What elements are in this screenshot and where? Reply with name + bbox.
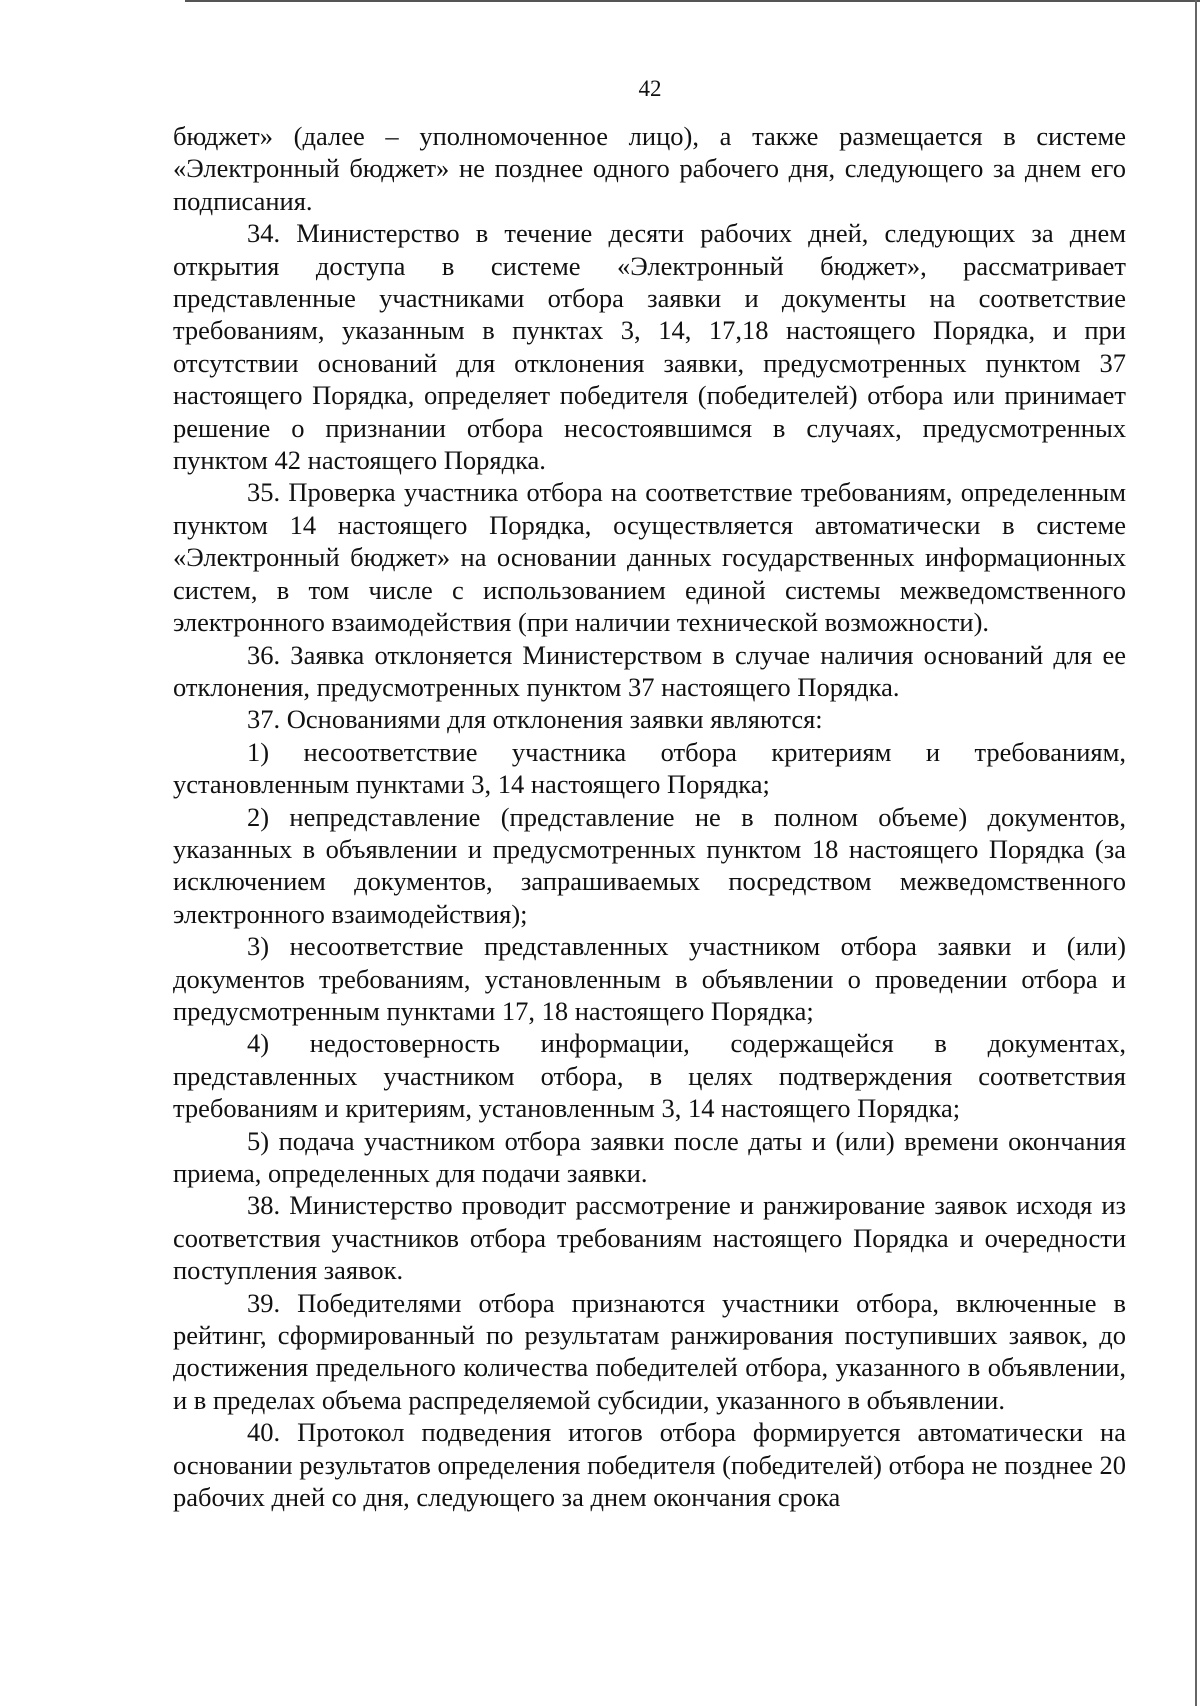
list-item-2: 2) непредставление (представление не в полном объеме) документов, указанных в объявлении и предусмотренных пунктом 18 настоящего Порядка (за исключением документов, запрашиваемых посредством межведомственного электронного взаимодействия); [173,801,1126,929]
paragraph-40: 40. Протокол подведения итогов отбора формируется автоматически на основании результатов определения победителя (победителей) отбора не позднее 20 рабочих дней со дня, следующего за днем окончания срока [173,1417,1126,1513]
document-body [173,120,1126,1513]
list-item-3: 3) несоответствие представленных участником отбора заявки и (или) документов требованиям, установленным в объявлении о проведении отбора и предусмотренным пунктами 17, 18 настоящего Порядка; [173,931,1126,1026]
list-item-5: 5) подача участником отбора заявки после даты и (или) времени окончания приема, определенных для подачи заявки. [173,1125,1126,1188]
paragraph-37: 37. Основаниями для отклонения заявки являются: [247,704,823,735]
paragraph-38: 38. Министерство проводит рассмотрение и ранжирование заявок исходя из соответствия участников отбора требованиям настоящего Порядка и очередности поступления заявок. [173,1190,1126,1286]
scan-edge-top [185,0,1200,2]
scan-edge-right [1195,0,1197,1706]
paragraph-34: 34. Министерство в течение десяти рабочих дней, следующих за днем открытия доступа в системе «Электронный бюджет», рассматривает представленные участниками отбора заявки и документы на соответствие требованиям, указанным в пунктах 3, 14, 17,18 настоящего Порядка, и при отсутствии оснований для отклонения заявки, предусмотренных пунктом 37 настоящего Порядка, определяет победителя (победителей) отбора или принимает решение о признании отбора несостоявшимся в случаях, предусмотренных пунктом 42 настоящего Порядка. [173,218,1126,476]
paragraph-35: 35. Проверка участника отбора на соответствие требованиям, определенным пунктом 14 настоящего Порядка, осуществляется автоматически в системе «Электронный бюджет» на основании данных государственных информационных систем, в том числе с использованием единой системы межведомственного электронного взаимодействия (при наличии технической возможности). [173,477,1126,638]
paragraph-continuation: бюджет» (далее – уполномоченное лицо), а также размещается в системе «Электронный бюджет» не позднее одного рабочего дня, следующего за днем его подписания. [173,121,1126,216]
list-item-1: 1) несоответствие участника отбора критериям и требованиям, установленным пунктами 3, 14 настоящего Порядка; [173,736,1126,800]
page-number: 42 [638,76,662,101]
paragraph-36: 36. Заявка отклоняется Министерством в случае наличия оснований для ее отклонения, предусмотренных пунктом 37 настоящего Порядка. [173,639,1126,702]
list-item-4: 4) недостоверность информации, содержащейся в документах, представленных участником отбора, в целях подтверждения соответствия требованиям и критериям, установленным 3, 14 настоящего Порядка; [173,1028,1126,1124]
paragraph-39: 39. Победителями отбора признаются участники отбора, включенные в рейтинг, сформированный по результатам ранжирования поступивших заявок, до достижения предельного количества победителей отбора, указанного в объявлении, и в пределах объема распределяемой субсидии, указанного в объявлении. [173,1287,1126,1415]
